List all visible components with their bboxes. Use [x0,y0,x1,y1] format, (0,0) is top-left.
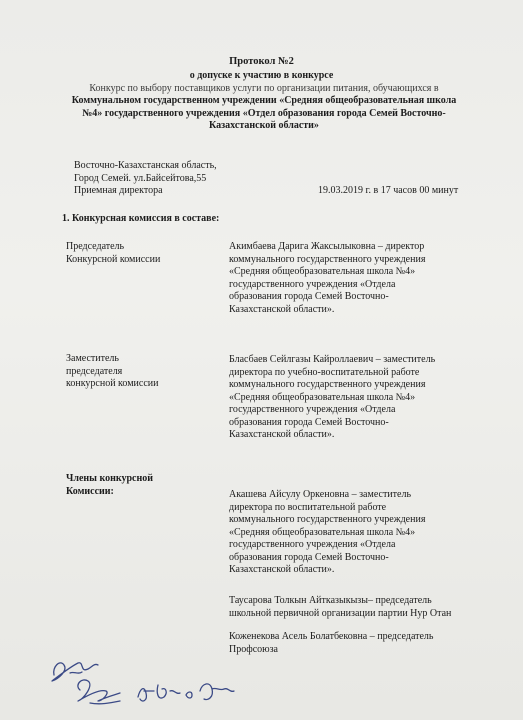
person-line: Бласбаев Сейлгазы Кайроллаевич – заместитель [229,354,436,365]
address-line: Город Семей. ул.Байсейтова,55 [74,172,207,184]
person-line: образования города Семей Восточно- [229,551,389,563]
meeting-datetime: 19.03.2019 г. в 17 часов 00 минут [318,185,459,196]
handwritten-signatures [40,645,240,715]
address-line: Приемная директора [74,185,163,196]
person-line: коммунального государственного учреждения [229,514,426,525]
role-deputy-chairman [66,353,196,391]
person-line: школьной первичной организации партии Нур Отан [229,607,452,619]
person-line: «Средняя общеобразовательная школа №4» [229,526,416,538]
person-line: Казахстанской области». [229,303,335,315]
meeting-address [74,160,274,198]
person-line: Акимбаева Дарига Жаксылыковна – директор [229,241,425,252]
person-member-2 [229,595,474,620]
role-line: Комиссии: [66,485,114,497]
person-line: «Средняя общеобразовательная школа №4» [229,266,416,277]
role-line: Заместитель [66,353,119,364]
document-subtitle: о допуске к участию в конкурсе [189,70,334,81]
person-line: Таусарова Толкын Айтказыкызы– председатель [229,595,432,606]
address-line: Восточно-Казахстанская область, [74,160,217,171]
person-line: государственного учреждения «Отдела [229,404,396,415]
person-line: Казахстанской области». [229,564,335,575]
role-line: Конкурсной комиссии [66,253,161,265]
contest-line: №4» государственного учреждения «Отдел образования города Семей Восточно- [82,107,446,119]
contest-description [58,83,470,132]
person-member-1 [229,489,474,577]
person-line: государственного учреждения «Отдела [229,539,396,550]
role-chairman [66,241,196,266]
document-title: Протокол №2 [229,56,294,67]
section-heading: 1. Конкурсная комиссия в составе: [62,213,220,224]
person-line: директора по учебно-воспитательной работе [229,366,420,378]
person-line: образования города Семей Восточно- [229,291,389,302]
person-line: Профсоюза [229,643,278,655]
role-line: Члены конкурсной [66,473,153,484]
role-members [66,473,196,498]
person-line: коммунального государственного учреждения [229,253,426,265]
person-line: коммунального государственного учреждения [229,379,426,390]
person-deputy-chairman [229,354,474,442]
role-line: председателя [66,365,123,377]
person-line: образования города Семей Восточно- [229,416,389,428]
contest-line: Коммунальном государственном учреждении «Средняя общеобразовательная школа [71,95,457,107]
person-member-3 [229,631,474,656]
person-line: Казахстанской области». [229,429,335,440]
person-line: директора по воспитательной работе [229,501,387,513]
contest-line: Казахстанской области» [209,119,319,131]
person-line: Коженекова Асель Болатбековна – председатель [229,631,434,642]
person-line: государственного учреждения «Отдела [229,278,396,290]
role-line: конкурсной комиссии [66,378,159,389]
person-line: Акашева Айсулу Оркеновна – заместитель [229,489,412,500]
contest-line: Конкурс по выбору поставщиков услуги по организации питания, обучающихся в [89,83,439,94]
person-line: «Средняя общеобразовательная школа №4» [229,391,416,403]
role-line: Председатель [66,241,125,252]
person-chairman [229,241,474,316]
